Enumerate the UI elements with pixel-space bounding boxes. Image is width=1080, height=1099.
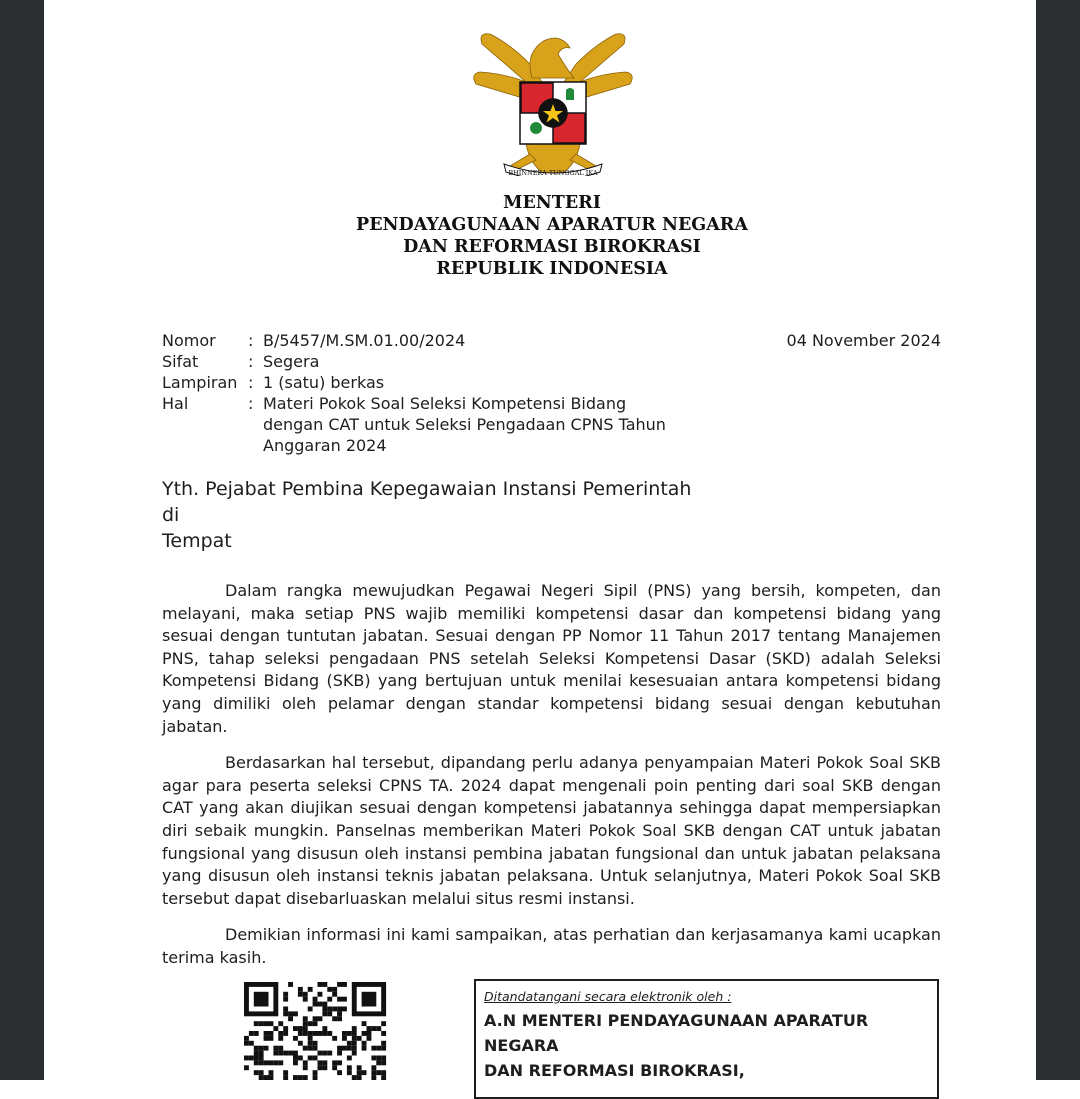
body-paragraph-2: Berdasarkan hal tersebut, dipandang perlu adanya penyampaian Materi Pokok Soal SKB agar para peserta seleksi CPNS TA. 2024 dapat mengenali poin penting dari soal SKB dengan CAT yang akan diujikan sesuai dengan kompetensi jabatannya sehingga dapat mempersiapkan diri sebaik mungkin. Panselnas memberikan Materi Pokok Soal SKB dengan CAT untuk jabatan fungsional yang disusun oleh instansi pembina jabatan fungsional dan untuk jabatan pelaksana yang disusun oleh instansi teknis jabatan pelaksana. Untuk selanjutnya, Materi Pokok Soal SKB tersebut dapat disebarluaskan melalui situs resmi instansi. [162,753,941,908]
letterhead [44,192,1060,280]
emblem-motto: BHINNEKA TUNGGAL IKA [508,169,598,176]
letter-date: 04 November 2024 [786,331,941,350]
signature-line-2: NEGARA [484,1036,559,1055]
colon: : [248,331,254,350]
letter-body [162,580,941,984]
nomor-value: B/5457/M.SM.01.00/2024 [263,331,466,350]
signature-title [484,1008,929,1083]
garuda-emblem-icon [470,24,636,176]
meta-row-sifat [162,351,703,372]
signature-box [474,979,939,1099]
meta-row-hal [162,393,703,456]
heading-line-1: MENTERI [503,193,601,213]
signature-line-3: DAN REFORMASI BIROKRASI, [484,1061,745,1080]
signature-line-1: A.N MENTERI PENDAYAGUNAAN APARATUR [484,1011,869,1030]
body-paragraph-1: Dalam rangka mewujudkan Pegawai Negeri Sipil (PNS) yang bersih, kompeten, dan melayani, maka setiap PNS wajib memiliki kompetensi dasar dan kompetensi bidang yang sesuai dengan tuntutan jabatan. Sesuai dengan PP Nomor 11 Tahun 2017 tentang Manajemen PNS, tahap seleksi pengadaan PNS setelah Seleksi Kompetensi Dasar (SKD) adalah Seleksi Kompetensi Bidang (SKB) yang bertujuan untuk menilai kesesuaian antara kompetensi bidang yang dimiliki oleh pelamar dengan standar kompetensi bidang sesuai dengan kebutuhan jabatan. [162,581,941,736]
signature-note: Ditandatangani secara elektronik oleh : [484,989,732,1004]
heading-line-4: REPUBLIK INDONESIA [436,259,668,279]
addressee [162,476,691,554]
letter-meta [162,330,703,456]
meta-row-lampiran [162,372,703,393]
hal-value: Materi Pokok Soal Seleksi Kompetensi Bidang dengan CAT untuk Seleksi Pengadaan CPNS Tahun Anggaran 2024 [263,394,666,455]
meta-row-nomor [162,330,703,351]
addressee-line-1: Yth. Pejabat Pembina Kepegawaian Instansi Pemerintah [162,478,692,500]
qr-code-icon [244,982,390,1080]
colon: : [248,352,254,371]
addressee-line-2: di [162,504,180,526]
colon: : [248,394,254,413]
viewer-right-margin [1036,0,1080,1080]
letter-page [44,0,1036,1080]
heading-line-3: DAN REFORMASI BIROKRASI [403,237,701,257]
heading-line-2: PENDAYAGUNAAN APARATUR NEGARA [356,215,748,235]
viewer-left-margin [0,0,44,1080]
colon: : [248,373,254,392]
addressee-line-3: Tempat [162,530,232,552]
sifat-label: Sifat [162,352,199,371]
lampiran-label: Lampiran [162,373,238,392]
sifat-value: Segera [263,352,320,371]
body-paragraph-3: Demikian informasi ini kami sampaikan, atas perhatian dan kerjasamanya kami ucapkan terima kasih. [162,925,941,967]
hal-label: Hal [162,394,189,413]
nomor-label: Nomor [162,331,216,350]
lampiran-value: 1 (satu) berkas [263,373,385,392]
